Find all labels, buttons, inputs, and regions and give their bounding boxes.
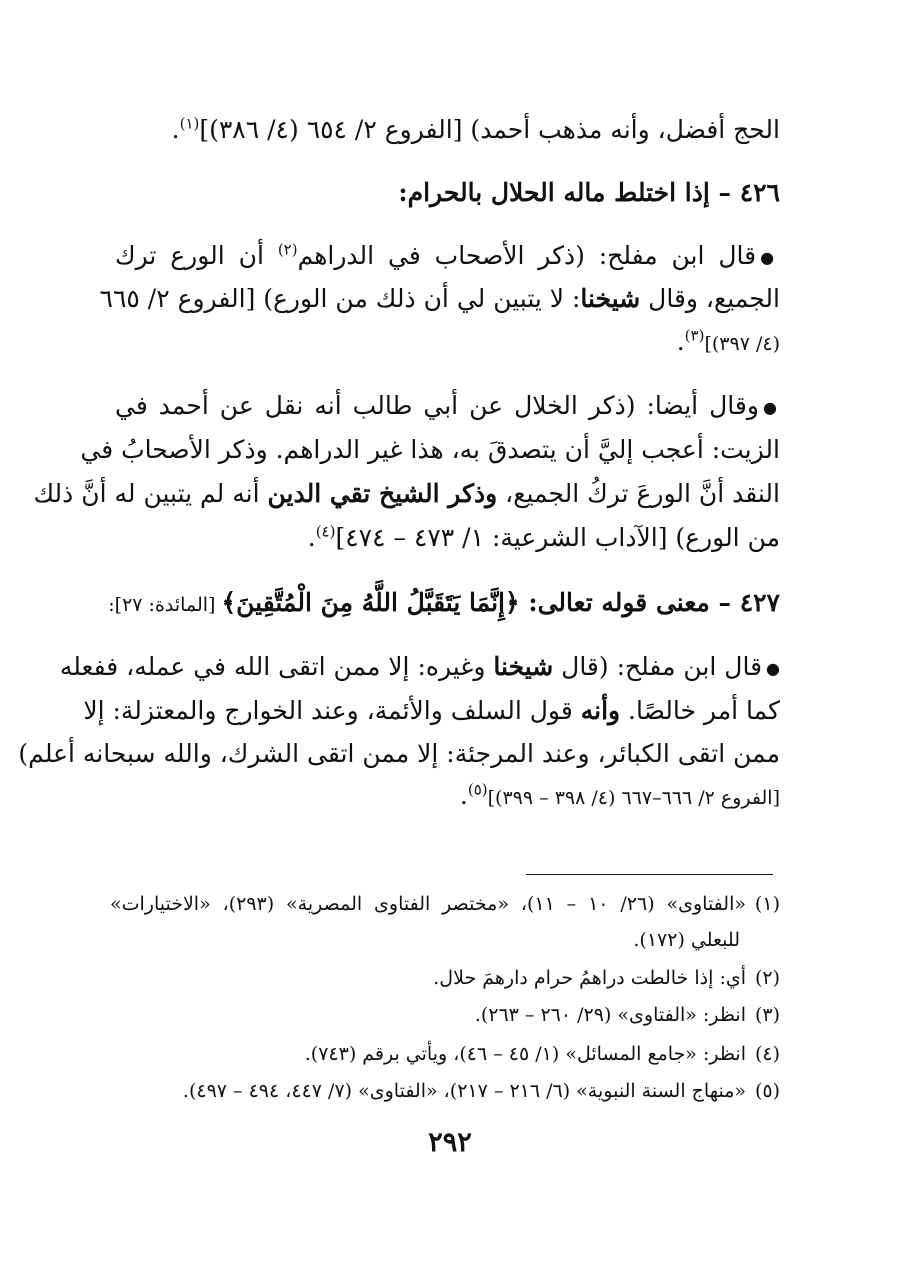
s427-p1-line-3: ممن اتقى الكبائر، وعند المرجئة: إلا ممن اتقى الشرك، والله سبحانه أعلم) <box>18 739 780 768</box>
bullet-icon: ● <box>762 397 780 417</box>
s426-p2-end: . <box>307 523 316 552</box>
footnote-3-number: (٣) <box>754 1004 780 1026</box>
s427-p1-ref: [الفروع ٢/ ٦٦٦–٦٦٧ (٤/ ٣٩٨ – ٣٩٩)] <box>487 787 780 809</box>
s426-p1-line-1 <box>115 236 780 278</box>
page-number: ٢٩٢ <box>428 1127 472 1158</box>
bullet-icon: ● <box>766 658 780 678</box>
s427-p1-line-4 <box>115 776 780 818</box>
quran-ref: [المائدة: ٢٧]: <box>108 594 222 616</box>
s427-p1-end: . <box>459 781 468 810</box>
s426-p2-text-4a: من الورع) [الآداب الشرعية: ١/ ٤٧٣ – ٤٧٤] <box>335 523 780 552</box>
s426-p2-line-4 <box>115 518 780 558</box>
footnote-ref-3: (٣) <box>684 326 705 345</box>
intro-line <box>115 110 780 150</box>
footnote-5 <box>110 1075 780 1107</box>
footnote-4 <box>110 1038 780 1070</box>
footnote-ref-1: (١) <box>179 114 200 133</box>
s427-p1-text-1a: قال ابن مفلح: (قال <box>553 652 763 681</box>
footnote-3 <box>110 999 780 1031</box>
s426-p1-line-3 <box>115 322 780 364</box>
s426-p1-text-2b: : لا يتبين لي أن ذلك من الورع) [الفروع ٢/ ٦٦٥ <box>99 284 581 313</box>
s426-p1-text-1b: أن الورع ترك <box>115 241 278 270</box>
s426-p1-text-1a: قال ابن مفلح: (ذكر الأصحاب في الدراهم <box>297 241 757 270</box>
s426-p2-line-2: الزيت: أعجب إليَّ أن يتصدقَ به، هذا غير الدراهم. وذكر الأصحابُ في <box>80 435 780 464</box>
s427-p1-text-2b: قول السلف والأئمة، وعند الخوارج والمعتزلة: إلا <box>83 696 581 725</box>
footnote-ref-2: (٢) <box>277 240 298 259</box>
footnote-1-cont: للبعلي (١٧٢). <box>633 929 740 951</box>
footnote-2 <box>110 962 780 994</box>
section-426-heading: ٤٢٦ – إذا اختلط ماله الحلال بالحرام: <box>398 178 780 207</box>
s426-p2-text-3b: أنه لم يتبين له أنَّ ذلك <box>33 479 268 508</box>
s427-p1-bold-sheikh: شيخنا <box>493 652 554 681</box>
s426-p2-bold-sheikh: وذكر الشيخ تقي الدين <box>267 479 498 508</box>
footnote-4-text: انظر: «جامع المسائل» (١/ ٤٥ – ٤٦)، ويأتي برقم (٧٤٣). <box>304 1043 746 1065</box>
footnote-separator <box>526 874 773 875</box>
footnote-4-number: (٤) <box>754 1043 780 1065</box>
quran-verse: ﴿إِنَّمَا يَتَقَبَّلُ اللَّهُ مِنَ الْمُتَّقِينَ﴾ <box>221 588 520 617</box>
s427-p1-bold-wa-annahu: وأنه <box>580 696 621 725</box>
intro-end: . <box>171 115 180 144</box>
footnote-5-number: (٥) <box>754 1080 780 1102</box>
s427-p1-text-1b: وغيره: إلا ممن اتقى الله في عمله، ففعله <box>59 652 494 681</box>
intro-text: الحج أفضل، وأنه مذهب أحمد) [الفروع ٢/ ٦٥٤ (٤/ ٣٨٦)] <box>199 115 780 144</box>
s427-p1-line-1 <box>59 647 780 689</box>
s427-p1-line-2 <box>83 691 780 731</box>
bullet-icon: ● <box>760 247 780 267</box>
footnote-2-text: أي: إذا خالطت دراهمُ حرام دارهمَ حلال. <box>433 967 746 989</box>
footnote-1-number: (١) <box>754 893 780 915</box>
s426-p2-line-3 <box>33 474 780 514</box>
s426-p2-line-1 <box>115 386 780 428</box>
s426-p2-text-1: وقال أيضا: (ذكر الخلال عن أبي طالب أنه نقل عن أحمد في <box>115 391 759 420</box>
s426-p1-ref: (٤/ ٣٩٧)] <box>704 333 780 355</box>
footnote-ref-5: (٥) <box>467 780 488 799</box>
footnote-ref-4: (٤) <box>315 522 336 541</box>
footnote-3-text: انظر: «الفتاوى» (٢٩/ ٢٦٠ – ٢٦٣). <box>474 1004 746 1026</box>
footnote-1-text: «الفتاوى» (٢٦/ ١٠ – ١١)، «مختصر الفتاوى المصرية» (٢٩٣)، «الاختيارات» <box>110 893 746 915</box>
s426-p2-text-3a: النقد أنَّ الورعَ تركُ الجميع، <box>497 479 780 508</box>
s426-p1-end: . <box>676 327 685 356</box>
footnote-2-number: (٢) <box>754 967 780 989</box>
section-427-heading <box>108 583 780 625</box>
s427-p1-text-2a: كما أمر خالصًا. <box>620 696 780 725</box>
footnote-1 <box>110 888 780 920</box>
s426-p1-text-2a: الجميع، وقال <box>640 284 780 313</box>
s426-p1-line-2 <box>99 279 780 319</box>
s427-heading-text: ٤٢٧ – معنى قوله تعالى: <box>519 588 780 617</box>
s426-p1-bold-sheikh: شيخنا <box>580 284 641 313</box>
footnote-5-text: «منهاج السنة النبوية» (٦/ ٢١٦ – ٢١٧)، «الفتاوى» (٧/ ٤٤٧، ٤٩٤ – ٤٩٧). <box>182 1080 746 1102</box>
